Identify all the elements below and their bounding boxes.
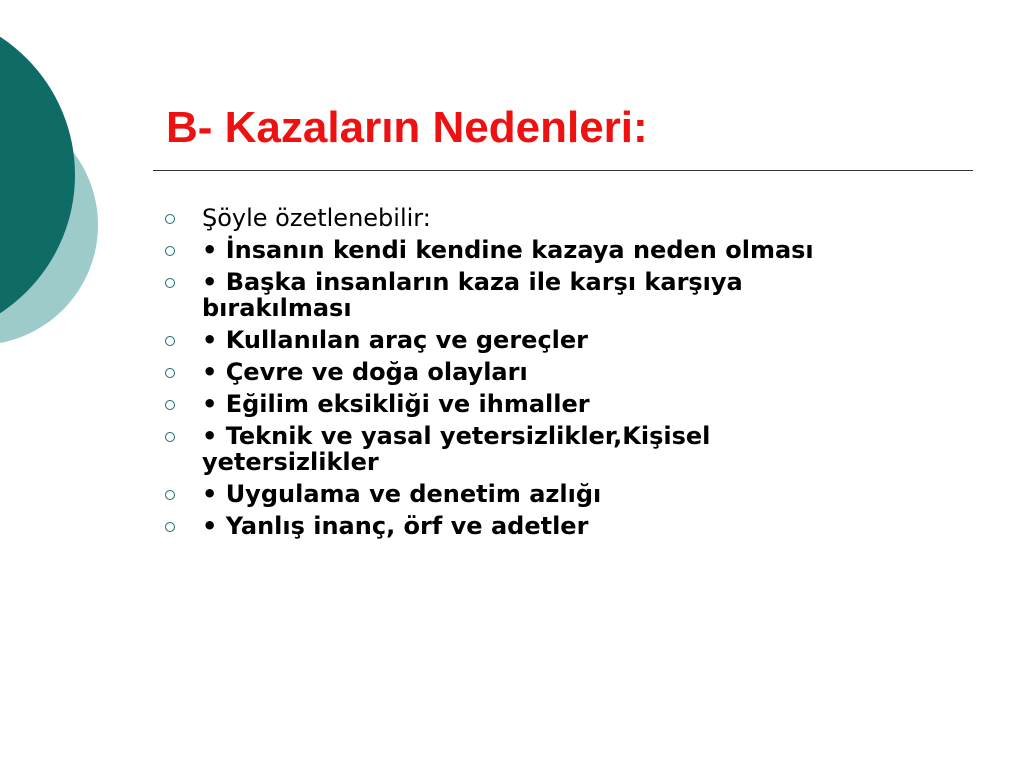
hollow-circle-bullet-icon [165,246,175,256]
bullet-text: • Kullanılan araç ve gereçler [202,326,589,354]
hollow-circle-bullet-icon [165,400,175,410]
hollow-circle-bullet-icon [165,336,175,346]
slide-title: B- Kazaların Nedenleri: [166,103,648,152]
bullet-list [0,205,1024,545]
hollow-circle-bullet-icon [165,432,175,442]
list-item [0,481,1024,507]
bullet-text: • Yanlış inanç, örf ve adetler [202,512,589,540]
hollow-circle-bullet-icon [165,522,175,532]
list-item [0,237,1024,263]
list-item [0,513,1024,539]
bullet-text: • Teknik ve yasal yetersizlikler,Kişisel yetersizlikler [202,422,711,476]
list-item [0,327,1024,353]
bullet-text: • İnsanın kendi kendine kazaya neden olması [202,236,814,264]
bullet-text: Şöyle özetlenebilir: [202,204,431,232]
bullet-text: • Eğilim eksikliği ve ihmaller [202,390,590,418]
bullet-text: • Çevre ve doğa olayları [202,358,528,386]
list-item [0,423,1024,475]
hollow-circle-bullet-icon [165,214,175,224]
bullet-text: • Başka insanların kaza ile karşı karşıya bırakılması [202,268,743,322]
title-divider [153,170,973,171]
hollow-circle-bullet-icon [165,490,175,500]
hollow-circle-bullet-icon [165,368,175,378]
list-item [0,205,1024,231]
list-item [0,391,1024,417]
list-item [0,269,1024,321]
list-item [0,359,1024,385]
hollow-circle-bullet-icon [165,278,175,288]
bullet-text: • Uygulama ve denetim azlığı [202,480,602,508]
